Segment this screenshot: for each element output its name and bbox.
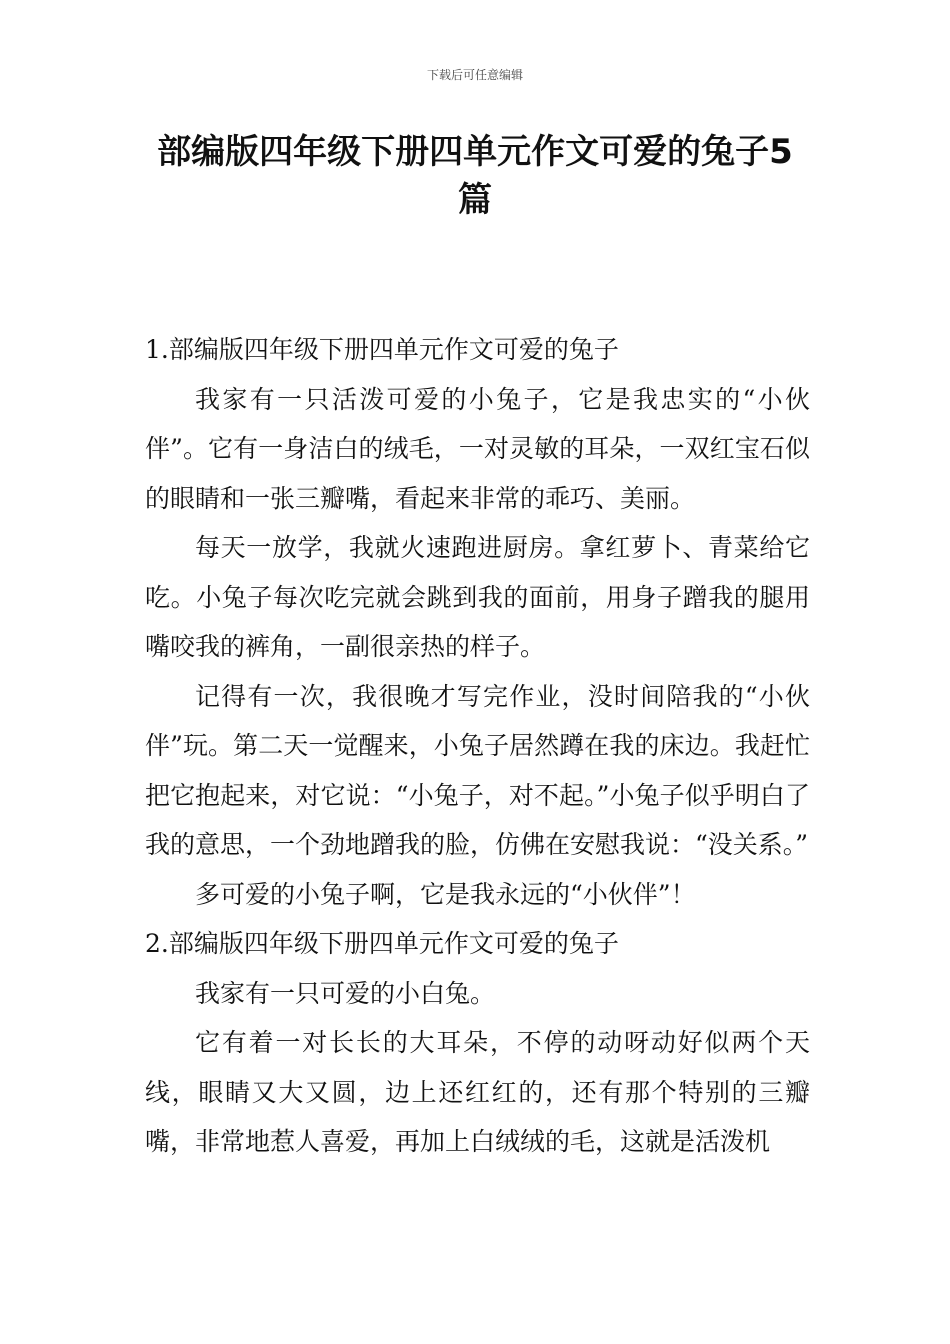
section-2-paragraph-2: 它有着一对长长的大耳朵，不停的动呀动好似两个天线，眼睛又大又圆，边上还红红的，还有那个特别的三瓣嘴，非常地惹人喜爱，再加上白绒绒的毛，这就是活泼机 (145, 1028, 810, 1156)
document-title (140, 128, 810, 224)
section-1-paragraph-3: 记得有一次，我很晚才写完作业，没时间陪我的“小伙伴”玩。第二天一觉醒来，小兔子居然蹲在我的床边。我赶忙把它抱起来，对它说：“小兔子，对不起。”小兔子似乎明白了我的意思，一个劲地蹭我的脸，仿佛在安慰我说：“没关系。” (145, 681, 810, 859)
document-body (145, 325, 810, 1167)
section-2-paragraph-1: 我家有一只可爱的小白兔。 (195, 978, 496, 1008)
section-1-paragraph-1: 我家有一只活泼可爱的小兔子，它是我忠实的“小伙伴”。它有一身洁白的绒毛，一对灵敏的耳朵，一双红宝石似的眼睛和一张三瓣嘴，看起来非常的乖巧、美丽。 (145, 384, 810, 513)
section-1-paragraph-4: 多可爱的小兔子啊，它是我永远的“小伙伴”！ (195, 879, 696, 909)
header-note: 下载后可任意编辑 (426, 68, 523, 82)
section-1-heading: 1.部编版四年级下册四单元作文可爱的兔子 (145, 335, 619, 364)
document-title-line-1: 部编版四年级下册四单元作文可爱的兔子5 (157, 132, 793, 172)
section-2-heading: 2.部编版四年级下册四单元作文可爱的兔子 (145, 929, 619, 958)
document-title-line-2: 篇 (458, 180, 492, 220)
section-1-paragraph-2: 每天一放学，我就火速跑进厨房。拿红萝卜、青菜给它吃。小兔子每次吃完就会跳到我的面前，用身子蹭我的腿用嘴咬我的裤角，一副很亲热的样子。 (145, 533, 810, 661)
